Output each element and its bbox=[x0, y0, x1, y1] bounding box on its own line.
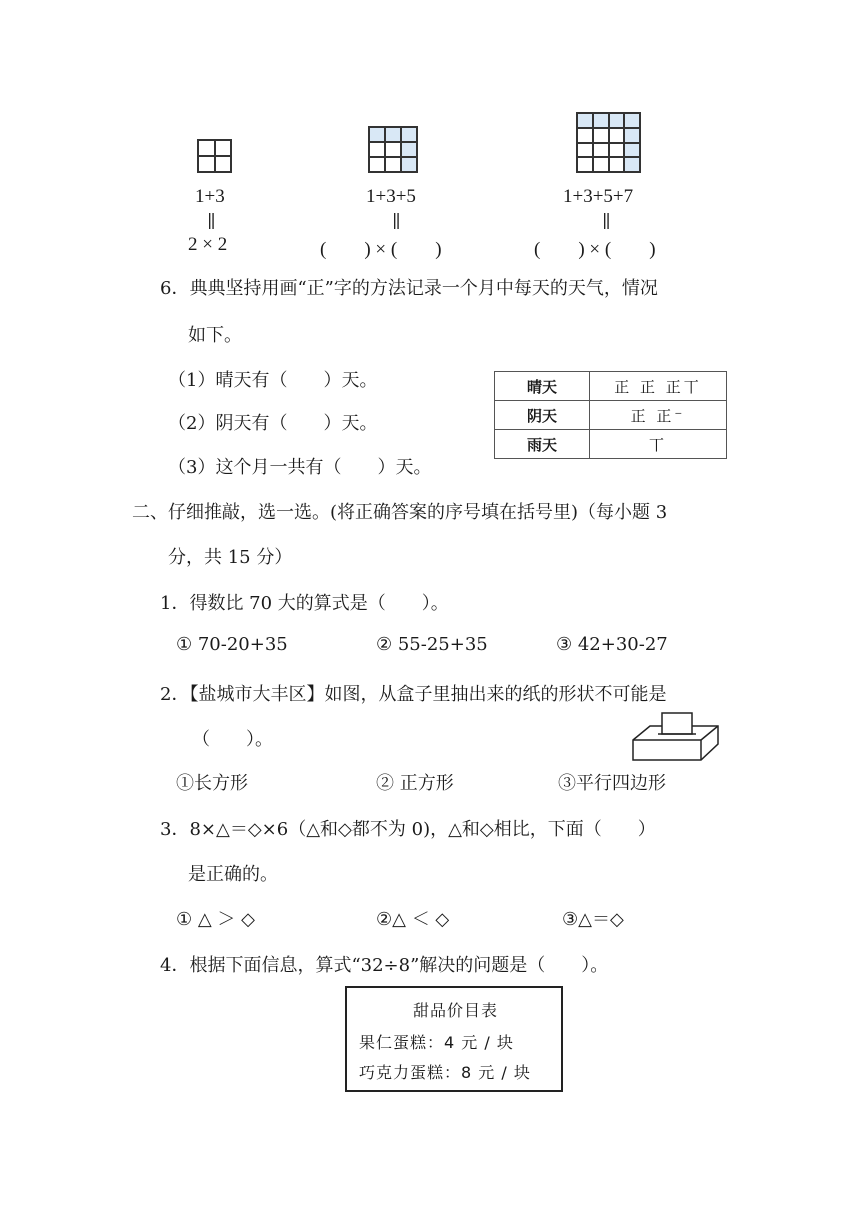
figure-3-equals: || bbox=[602, 210, 609, 229]
figure-2-equals: || bbox=[392, 210, 399, 229]
grid-cell bbox=[609, 143, 625, 158]
grid-cell bbox=[609, 128, 625, 143]
table-row bbox=[495, 372, 727, 401]
figure-3-expression: 1+3+5+7 bbox=[563, 186, 634, 207]
question-2-option-2[interactable]: ② 正方形 bbox=[376, 773, 454, 794]
question-6-sub-3: （3）这个月一共有（ ）天。 bbox=[168, 457, 432, 478]
figure-1-equals: || bbox=[207, 210, 214, 229]
question-3-text-cont: 是正确的。 bbox=[188, 864, 278, 885]
price-list-title: 甜品价目表 bbox=[413, 1001, 499, 1020]
question-3-text: 3．8×△＝◇×6（△和◇都不为 0)，△和◇相比，下面（ ） bbox=[160, 819, 656, 840]
grid-cell bbox=[215, 140, 232, 156]
question-4-text: 4．根据下面信息，算式“32÷8”解决的问题是（ ）。 bbox=[160, 955, 609, 976]
weather-tally-cloudy: 正 正⁻ bbox=[590, 401, 727, 430]
grid-cell bbox=[624, 128, 640, 143]
dessert-price-list bbox=[345, 986, 563, 1092]
figure-3-answer: ( ) × ( ) bbox=[534, 239, 656, 260]
grid-cell bbox=[624, 157, 640, 172]
question-6-sub-2: （2）阴天有（ ）天。 bbox=[168, 413, 378, 434]
table-row bbox=[495, 430, 727, 459]
weather-label-rainy: 雨天 bbox=[495, 430, 590, 459]
square-grid-4x4 bbox=[576, 112, 641, 173]
question-3-option-2[interactable]: ②△ ＜ ◇ bbox=[376, 909, 450, 930]
question-2-option-3[interactable]: ③平行四边形 bbox=[558, 773, 666, 794]
table-row bbox=[495, 401, 727, 430]
grid-cell bbox=[369, 157, 385, 172]
weather-label-cloudy: 阴天 bbox=[495, 401, 590, 430]
grid-cell bbox=[624, 113, 640, 128]
weather-tally-table bbox=[494, 371, 727, 459]
grid-cell bbox=[198, 140, 215, 156]
square-grid-2x2 bbox=[197, 139, 232, 173]
section-2-title-cont: 分，共 15 分） bbox=[168, 547, 293, 568]
grid-cell bbox=[401, 157, 417, 172]
question-2-text-cont: （ ）。 bbox=[192, 729, 273, 750]
question-2-text: 2．【盐城市大丰区】如图，从盒子里抽出来的纸的形状不可能是 bbox=[160, 684, 667, 705]
square-grid-3x3 bbox=[368, 126, 418, 173]
box-with-paper-illustration bbox=[630, 710, 722, 762]
figure-1-answer: 2 × 2 bbox=[188, 234, 228, 255]
question-3-option-3[interactable]: ③△＝◇ bbox=[562, 909, 624, 930]
section-2-title: 二、仔细推敲，选一选。(将正确答案的序号填在括号里)（每小题 3 bbox=[132, 502, 668, 523]
grid-cell bbox=[577, 128, 593, 143]
question-1-option-1[interactable]: ① 70-20+35 bbox=[176, 634, 288, 655]
grid-cell bbox=[577, 113, 593, 128]
question-1-option-2[interactable]: ② 55-25+35 bbox=[376, 634, 488, 655]
grid-cell bbox=[369, 127, 385, 142]
price-list-nut-cake: 果仁蛋糕：4 元 / 块 bbox=[359, 1033, 514, 1052]
grid-cell bbox=[401, 142, 417, 157]
weather-label-sunny: 晴天 bbox=[495, 372, 590, 401]
grid-cell bbox=[624, 143, 640, 158]
grid-cell bbox=[369, 142, 385, 157]
question-6-text-cont: 如下。 bbox=[188, 325, 242, 346]
figure-2-expression: 1+3+5 bbox=[366, 186, 416, 207]
grid-cell bbox=[593, 143, 609, 158]
grid-cell bbox=[593, 157, 609, 172]
grid-cell bbox=[401, 127, 417, 142]
question-1-text: 1．得数比 70 大的算式是（ ）。 bbox=[160, 593, 449, 614]
figure-2-answer: ( ) × ( ) bbox=[320, 239, 442, 260]
weather-tally-sunny: 正 正 正丅 bbox=[590, 372, 727, 401]
weather-tally-rainy: 丅 bbox=[590, 430, 727, 459]
grid-cell bbox=[198, 156, 215, 172]
question-1-option-3[interactable]: ③ 42+30-27 bbox=[556, 634, 668, 655]
grid-cell bbox=[385, 157, 401, 172]
question-2-option-1[interactable]: ①长方形 bbox=[176, 773, 248, 794]
question-6-sub-1: （1）晴天有（ ）天。 bbox=[168, 370, 378, 391]
grid-cell bbox=[593, 113, 609, 128]
grid-cell bbox=[609, 157, 625, 172]
grid-cell bbox=[385, 127, 401, 142]
grid-cell bbox=[385, 142, 401, 157]
question-3-option-1[interactable]: ① △ ＞ ◇ bbox=[176, 909, 255, 930]
grid-cell bbox=[577, 157, 593, 172]
figure-1-expression: 1+3 bbox=[195, 186, 225, 207]
grid-cell bbox=[215, 156, 232, 172]
grid-cell bbox=[593, 128, 609, 143]
question-6-text: 6．典典坚持用画“正”字的方法记录一个月中每天的天气，情况 bbox=[160, 278, 658, 299]
price-list-chocolate-cake: 巧克力蛋糕：8 元 / 块 bbox=[359, 1063, 531, 1082]
grid-cell bbox=[609, 113, 625, 128]
grid-cell bbox=[577, 143, 593, 158]
